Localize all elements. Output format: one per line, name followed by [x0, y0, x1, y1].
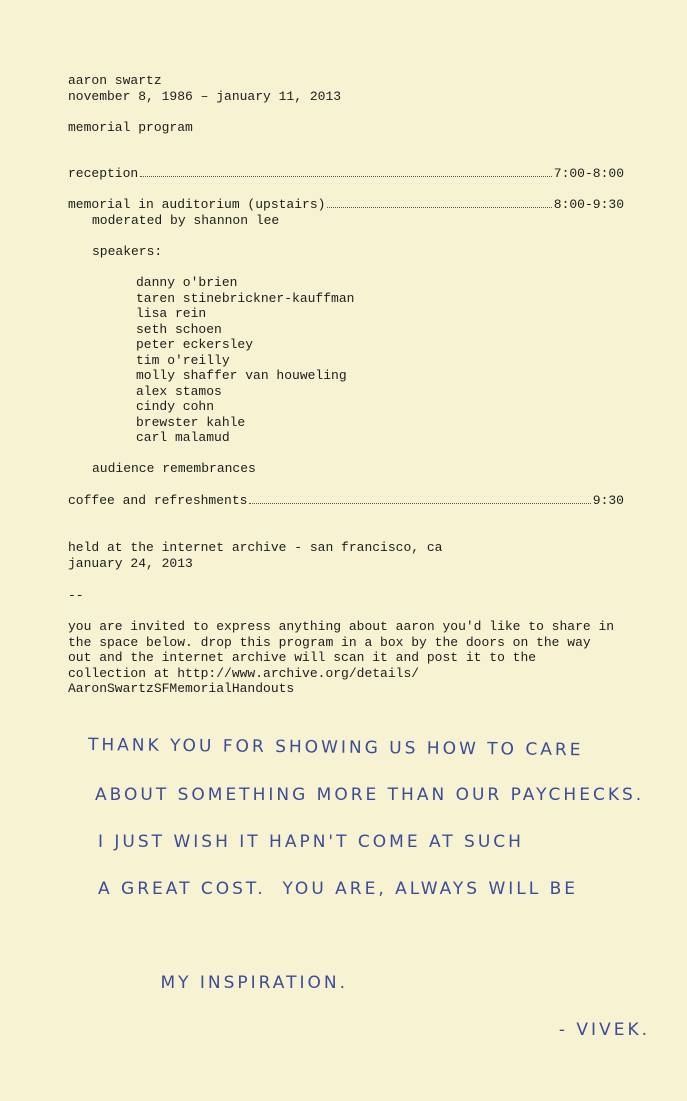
coffee-label: coffee and refreshments — [68, 493, 248, 508]
speaker-item: seth schoen — [136, 321, 222, 337]
handwritten-line: THANK YOU FOR SHOWING US HOW TO CARE — [87, 735, 584, 761]
honoree-dates: november 8, 1986 – january 11, 2013 — [68, 89, 342, 104]
speaker-item: peter eckersley — [136, 337, 254, 352]
leader-dots — [327, 207, 551, 208]
speaker-item: molly shaffer van houweling — [136, 368, 347, 383]
venue-date: january 24, 2013 — [68, 556, 193, 571]
speaker-item: cindy cohn — [136, 399, 215, 414]
handwritten-note — [70, 725, 650, 1101]
moderator-line: moderated by shannon lee — [92, 213, 280, 228]
speaker-item: alex stamos — [136, 383, 222, 399]
venue-location: held at the internet archive - san francisco, ca — [68, 540, 443, 555]
coffee-row — [68, 493, 624, 508]
handwritten-line: MY INSPIRATION. — [160, 973, 349, 993]
speakers-heading: speakers: — [92, 244, 163, 259]
handwritten-signature: - VIVEK. — [558, 1020, 650, 1040]
handwritten-line: ABOUT SOMETHING MORE THAN OUR PAYCHECKS. — [95, 785, 645, 805]
reception-label: reception — [68, 166, 139, 181]
memorial-label: memorial in auditorium (upstairs) — [68, 197, 326, 212]
memorial-time: 8:00-9:30 — [553, 197, 624, 212]
handwritten-line: A GREAT COST. YOU ARE, ALWAYS WILL BE — [98, 879, 579, 899]
coffee-time: 9:30 — [592, 493, 624, 508]
memorial-row — [68, 197, 624, 212]
audience-remembrances: audience remembrances — [92, 461, 256, 476]
honoree-name: aaron swartz — [68, 73, 162, 88]
reception-time: 7:00-8:00 — [553, 166, 624, 181]
handwritten-last-line — [110, 913, 650, 1101]
speaker-item: danny o'brien — [136, 275, 238, 290]
speaker-item: lisa rein — [136, 306, 207, 321]
leader-dots — [140, 176, 552, 177]
speaker-item: carl malamud — [136, 430, 230, 445]
leader-dots — [249, 503, 590, 504]
program-title: memorial program — [68, 120, 193, 135]
speaker-item: tim o'reilly — [136, 352, 230, 368]
handwritten-line: I JUST WISH IT HAPN'T COME AT SUCH — [98, 832, 524, 852]
speakers-list — [136, 275, 354, 446]
reception-row — [68, 166, 624, 181]
invitation-paragraph: you are invited to express anything about aaron you'd like to share in the space below. drop this program in a box by the doors on the way out and the internet archive will scan it and post it to the collection at http://www.archive.org/details/ AaronSwartzSFMemorialHandouts — [68, 619, 615, 697]
speaker-item: brewster kahle — [136, 414, 246, 430]
speaker-item: taren stinebrickner-kauffman — [136, 290, 355, 306]
separator: -- — [68, 588, 84, 603]
